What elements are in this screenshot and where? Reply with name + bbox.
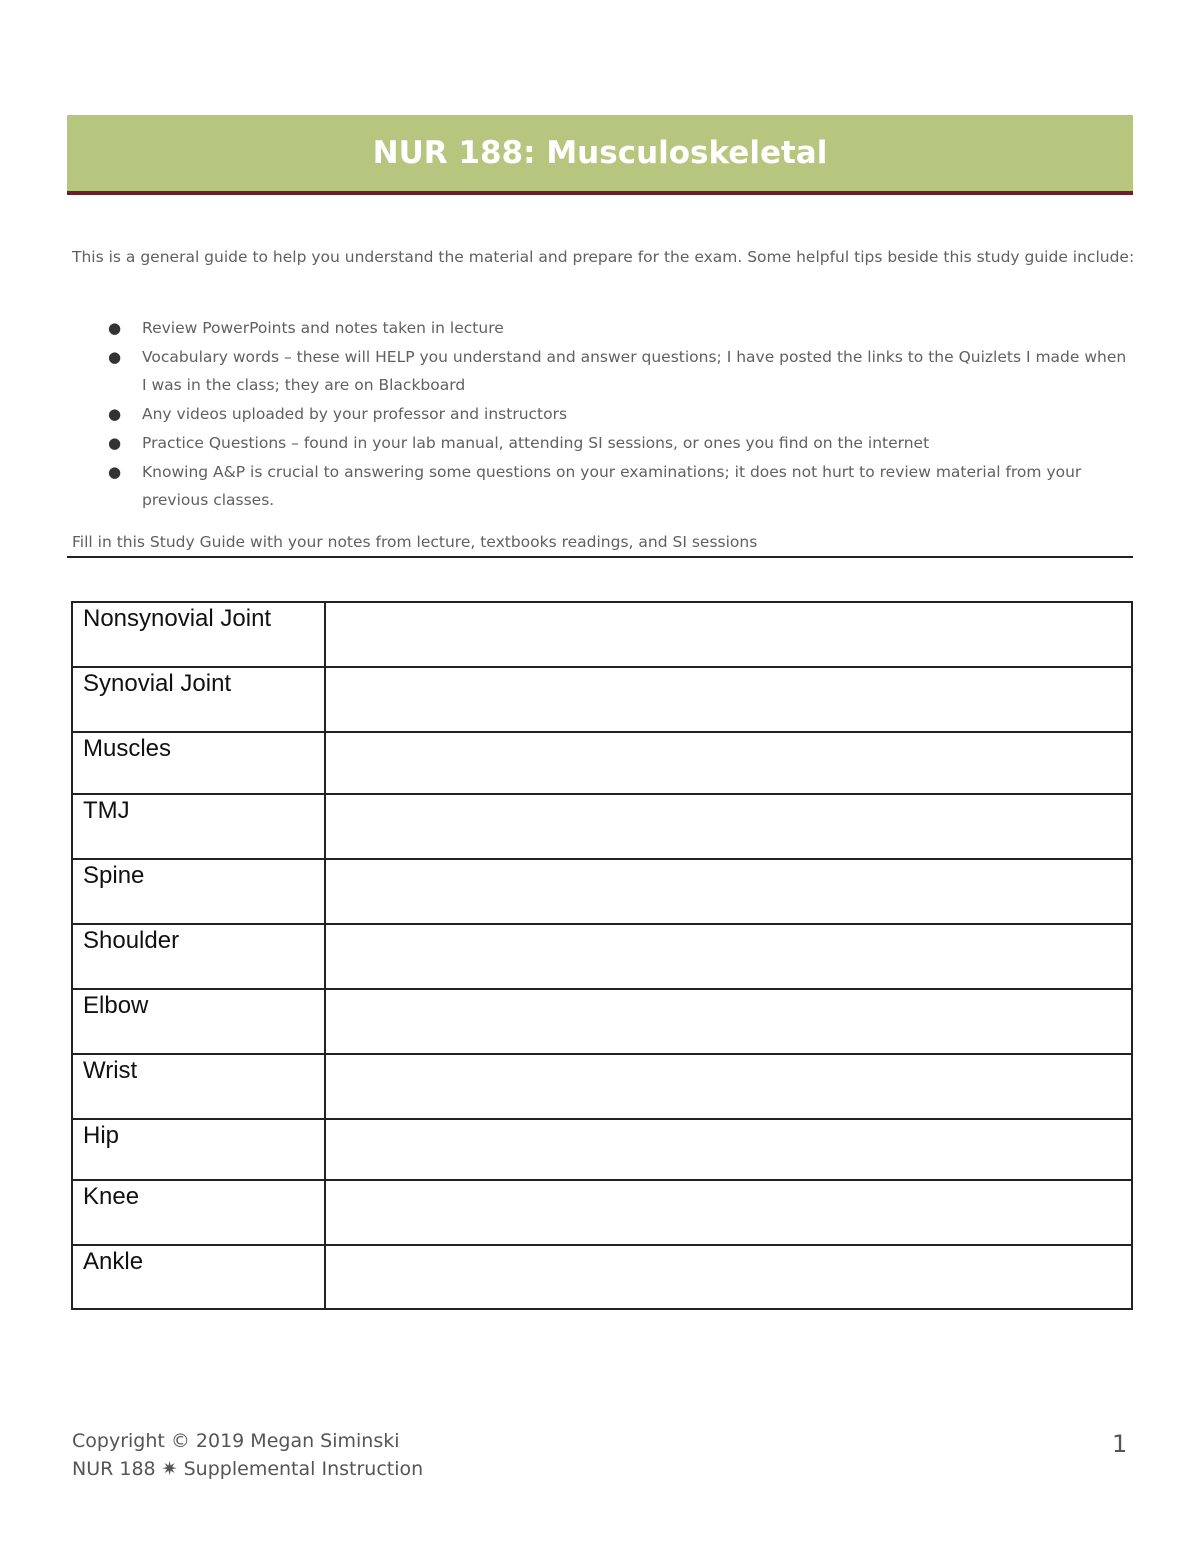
table-row — [72, 667, 1132, 732]
row-label: Muscles — [72, 732, 325, 794]
row-label: Knee — [72, 1180, 325, 1245]
row-label: TMJ — [72, 794, 325, 859]
notes-cell[interactable] — [325, 1119, 1132, 1180]
row-label: Hip — [72, 1119, 325, 1180]
notes-cell[interactable] — [325, 794, 1132, 859]
bullet-icon: ● — [108, 434, 122, 452]
notes-cell[interactable] — [325, 732, 1132, 794]
list-item — [72, 429, 1134, 457]
copyright-text: Copyright © 2019 Megan Siminski — [72, 1430, 400, 1452]
notes-cell[interactable] — [325, 859, 1132, 924]
study-table — [71, 601, 1133, 1310]
page-title: NUR 188: Musculoskeletal — [372, 135, 828, 171]
table-row — [72, 1180, 1132, 1245]
table-row — [72, 859, 1132, 924]
list-item — [72, 400, 1134, 428]
bullet-icon: ● — [108, 348, 122, 366]
notes-cell[interactable] — [325, 1180, 1132, 1245]
row-label: Ankle — [72, 1245, 325, 1309]
notes-cell[interactable] — [325, 989, 1132, 1054]
notes-cell[interactable] — [325, 667, 1132, 732]
course-label: NUR 188 ✷ Supplemental Instruction — [72, 1458, 424, 1480]
table-row — [72, 732, 1132, 794]
bullet-icon: ● — [108, 405, 122, 423]
row-label: Shoulder — [72, 924, 325, 989]
row-label: Synovial Joint — [72, 667, 325, 732]
table-row — [72, 1054, 1132, 1119]
fill-instruction: Fill in this Study Guide with your notes from lecture, textbooks readings, and SI sessions — [72, 533, 758, 551]
row-label: Spine — [72, 859, 325, 924]
list-item — [72, 343, 1134, 399]
notes-cell[interactable] — [325, 602, 1132, 667]
notes-cell[interactable] — [325, 924, 1132, 989]
tip-text: Any videos uploaded by your professor and instructors — [142, 405, 568, 423]
list-item — [72, 458, 1134, 514]
tip-text: Review PowerPoints and notes taken in lecture — [142, 319, 504, 337]
row-label: Elbow — [72, 989, 325, 1054]
tip-text: Knowing A&P is crucial to answering some questions on your examinations; it does not hurt to review material from your previous classes. — [142, 463, 1082, 509]
page-number: 1 — [1112, 1430, 1128, 1458]
notes-cell[interactable] — [325, 1054, 1132, 1119]
list-item — [72, 314, 1134, 342]
tip-text: Vocabulary words – these will HELP you understand and answer questions; I have posted the links to the Quizlets I made when I was in the class; they are on Blackboard — [142, 348, 1127, 394]
bullet-icon: ● — [108, 319, 122, 337]
table-row — [72, 989, 1132, 1054]
table-row — [72, 602, 1132, 667]
title-banner — [67, 115, 1133, 195]
table-row — [72, 1119, 1132, 1180]
table-row — [72, 1245, 1132, 1309]
section-divider — [67, 556, 1133, 558]
bullet-icon: ● — [108, 463, 122, 481]
notes-cell[interactable] — [325, 1245, 1132, 1309]
table-row — [72, 794, 1132, 859]
footer — [72, 1427, 423, 1483]
tip-text: Practice Questions – found in your lab manual, attending SI sessions, or ones you find on the internet — [142, 434, 930, 452]
table-row — [72, 924, 1132, 989]
row-label: Nonsynovial Joint — [72, 602, 325, 667]
tips-list — [72, 314, 1134, 515]
row-label: Wrist — [72, 1054, 325, 1119]
intro-paragraph: This is a general guide to help you understand the material and prepare for the exam. Some helpful tips beside this study guide include: — [72, 248, 1135, 266]
